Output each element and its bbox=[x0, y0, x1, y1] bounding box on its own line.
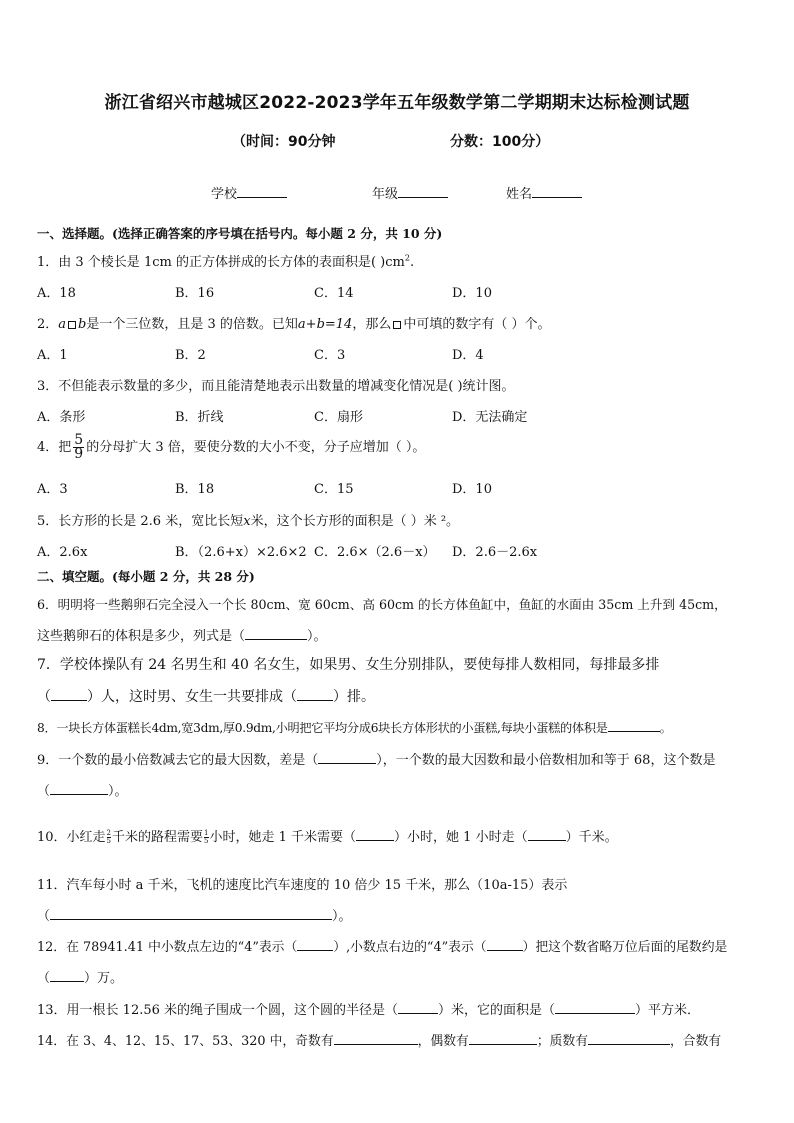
answer-blank[interactable] bbox=[297, 937, 333, 951]
grade-blank[interactable] bbox=[398, 184, 448, 198]
time-info: （时间：90分钟 bbox=[232, 134, 336, 150]
page-title: 浙江省绍兴市越城区2022-2023学年五年级数学第二学期期末达标检测试题 bbox=[104, 93, 690, 113]
answer-blank[interactable] bbox=[50, 781, 108, 795]
question-11-line1: 11．汽车每小时 a 千米，飞机的速度比汽车速度的 10 倍少 15 千米，那么（10a-15）表示 bbox=[37, 878, 568, 893]
answer-blank[interactable] bbox=[245, 626, 307, 640]
answer-blank[interactable] bbox=[51, 687, 87, 701]
answer-blank[interactable] bbox=[398, 1000, 438, 1014]
question-9-line2: （ ）。 bbox=[37, 780, 128, 799]
q2-option-c[interactable]: C．3 bbox=[314, 348, 346, 363]
q1-option-c[interactable]: C．14 bbox=[314, 286, 354, 301]
score-info: 分数：100分） bbox=[450, 134, 550, 150]
answer-blank[interactable] bbox=[528, 827, 566, 841]
q2-option-d[interactable]: D．4 bbox=[452, 348, 484, 363]
question-7-line1: 7．学校体操队有 24 名男生和 40 名女生，如果男、女生分别排队，要使每排人数相同，每排最多排 bbox=[37, 657, 660, 673]
question-12-line2: （ ）万。 bbox=[37, 967, 123, 986]
question-7-line2: （ ）人，这时男、女生一共要排成（ ）排。 bbox=[37, 689, 375, 705]
q1-option-b[interactable]: B．16 bbox=[175, 286, 215, 301]
answer-blank[interactable] bbox=[555, 1000, 635, 1014]
answer-blank[interactable] bbox=[487, 937, 523, 951]
name-field: 姓名 bbox=[506, 183, 582, 202]
q5-option-c[interactable]: C．2.6×（2.6－x） bbox=[314, 545, 436, 560]
answer-blank[interactable] bbox=[334, 1031, 418, 1045]
question-6-line2: 这些鹅卵石的体积是多少，列式是（ ）。 bbox=[37, 625, 327, 644]
answer-blank[interactable] bbox=[588, 1031, 670, 1045]
question-6-line1: 6．明明将一些鹅卵石完全浸入一个长 80cm、宽 60cm、高 60cm 的长方体鱼缸中，鱼缸的水面由 35cm 上升到 45cm， bbox=[37, 597, 727, 612]
answer-blank[interactable] bbox=[318, 750, 376, 764]
answer-blank[interactable] bbox=[469, 1031, 537, 1045]
school-blank[interactable] bbox=[237, 184, 287, 198]
q5-option-d[interactable]: D．2.6－2.6x bbox=[452, 545, 538, 560]
question-5: 5．长方形的长是 2.6 米，宽比长短x米，这个长方形的面积是（ ）米 ²。 bbox=[37, 514, 460, 529]
q2-option-a[interactable]: A．1 bbox=[37, 348, 68, 363]
name-blank[interactable] bbox=[532, 184, 582, 198]
q5-option-b[interactable]: B．（2.6+x）×2.6×2 bbox=[175, 545, 307, 560]
answer-blank[interactable] bbox=[50, 906, 332, 920]
fraction: $\frac{5}{9}$ bbox=[74, 432, 84, 462]
grade-field: 年级 bbox=[372, 183, 448, 202]
q4-option-a[interactable]: A．3 bbox=[37, 482, 68, 497]
question-2: 2．a b是一个三位数，且是 3 的倍数。已知a+b=14，那么 中可填的数字有（ ）个。 bbox=[37, 317, 551, 332]
digit-box-icon bbox=[393, 321, 401, 329]
question-4: 4．把 $\frac{5}{9}$ 的分母扩大 3 倍，要使分数的大小不变，分子应增加（ ）。 bbox=[37, 432, 426, 462]
question-11-line2: （ ）。 bbox=[37, 905, 352, 924]
question-1: 1．由 3 个棱长是 1cm 的正方体拼成的长方体的表面积是( )$cm^2$. bbox=[37, 253, 415, 270]
question-3: 3．不但能表示数量的多少，而且能清楚地表示出数量的增减变化情况是( )统计图。 bbox=[37, 379, 515, 394]
answer-blank[interactable] bbox=[356, 827, 394, 841]
q1-option-a[interactable]: A．18 bbox=[37, 286, 76, 301]
q4-option-b[interactable]: B．18 bbox=[175, 482, 215, 497]
fraction: $\frac{2}{5}$ bbox=[106, 829, 112, 845]
question-12-line1: 12．在 78941.41 中小数点左边的“4”表示（ ）,小数点右边的“4”表示（ ）把这个数省略万位后面的尾数约是 bbox=[37, 936, 727, 955]
q3-option-a[interactable]: A．条形 bbox=[37, 410, 86, 425]
answer-blank[interactable] bbox=[50, 968, 84, 982]
q1-option-d[interactable]: D．10 bbox=[452, 286, 492, 301]
answer-blank[interactable] bbox=[608, 718, 660, 732]
question-8: 8．一块长方体蛋糕长4dm,宽3dm,厚0.9dm,小明把它平均分成6块长方体形状的小蛋糕,每块小蛋糕的体积是 。 bbox=[37, 718, 672, 736]
q5-option-a[interactable]: A．2.6x bbox=[37, 545, 88, 560]
q3-option-b[interactable]: B．折线 bbox=[175, 410, 224, 425]
fraction: $\frac{1}{5}$ bbox=[204, 829, 209, 845]
digit-box-icon bbox=[68, 321, 76, 329]
q4-option-d[interactable]: D．10 bbox=[452, 482, 492, 497]
question-13: 13．用一根长 12.56 米的绳子围成一个圆，这个圆的半径是（ ）米，它的面积是（ ）平方米． bbox=[37, 999, 700, 1018]
section2-heading: 二、填空题。(每小题 2 分，共 28 分) bbox=[37, 569, 255, 584]
q3-option-d[interactable]: D．无法确定 bbox=[452, 410, 528, 425]
school-field: 学校 bbox=[211, 183, 287, 202]
section1-heading: 一、选择题。(选择正确答案的序号填在括号内。每小题 2 分，共 10 分) bbox=[37, 226, 443, 241]
question-9-line1: 9．一个数的最小倍数减去它的最大因数，差是（ ），一个数的最大因数和最小倍数相加和等于 68，这个数是 bbox=[37, 749, 715, 768]
q4-option-c[interactable]: C．15 bbox=[314, 482, 354, 497]
answer-blank[interactable] bbox=[297, 687, 333, 701]
question-10: 10．小红走 $\frac{2}{5}$千米的路程需要 $\frac{1}{5}$小时，她走 1 千米需要（ ）小时，她 1 小时走（ ）千米。 bbox=[37, 829, 618, 845]
q3-option-c[interactable]: C．扇形 bbox=[314, 410, 363, 425]
question-14: 14．在 3、4、12、15、17、53、320 中，奇数有 ，偶数有 ；质数有 ，合数有 bbox=[37, 1030, 721, 1049]
q2-option-b[interactable]: B．2 bbox=[175, 348, 206, 363]
